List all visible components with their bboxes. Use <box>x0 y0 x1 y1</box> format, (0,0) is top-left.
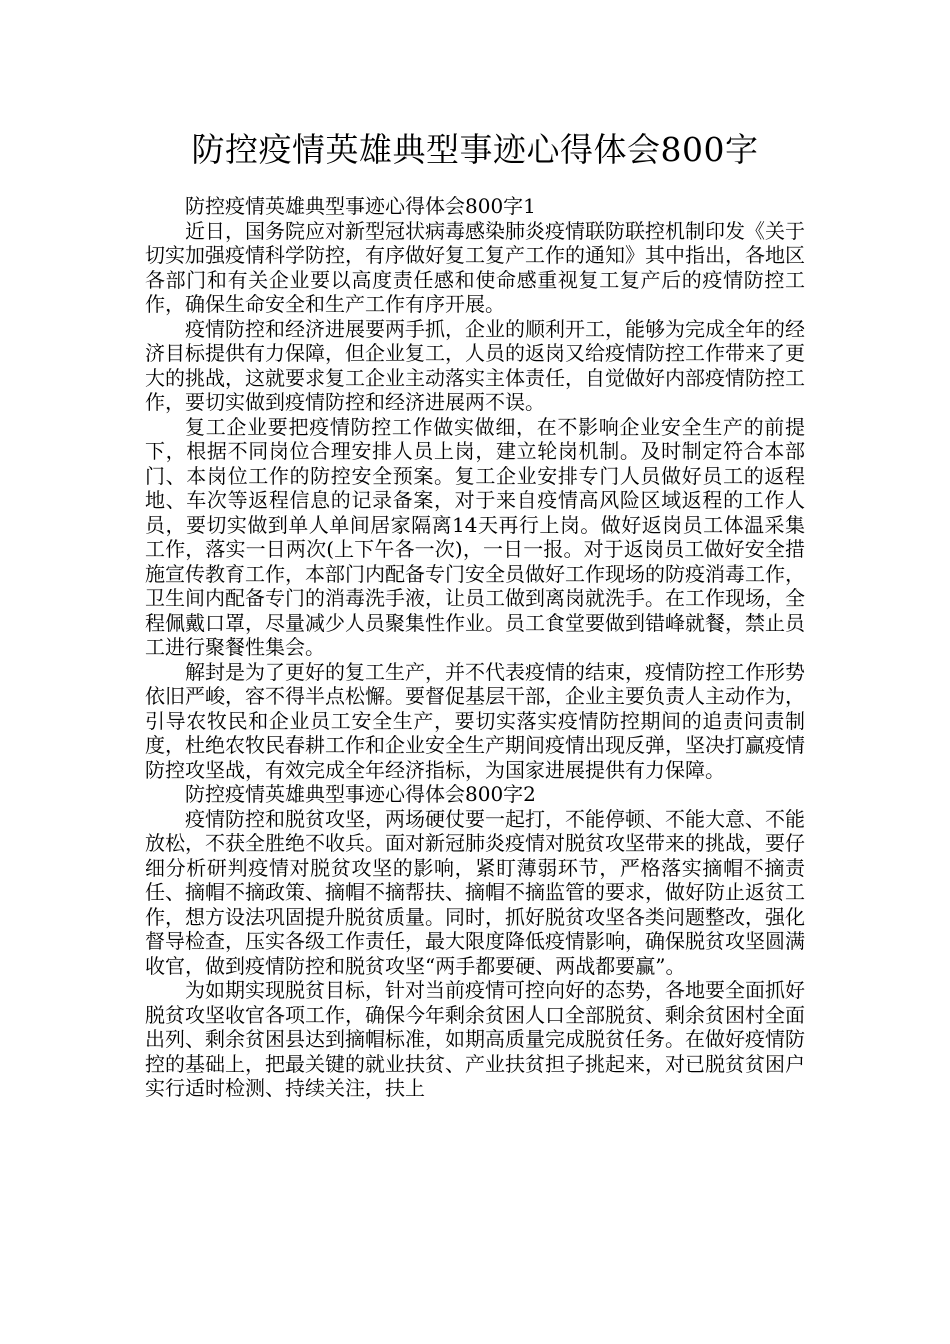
paragraph: 为如期实现脱贫目标，针对当前疫情可控向好的态势，各地要全面抓好脱贫攻坚收官各项工作，确保今年剩余贫困人口全部脱贫、剩余贫困村全面出列、剩余贫困县达到摘帽标准，如期高质量完成脱贫任务。在做好疫情防控的基础上，把最关键的就业扶贫、产业扶贫担子挑起来，对已脱贫贫困户实行适时检测、持续关注，扶上 <box>145 978 805 1100</box>
paragraph: 复工企业要把疫情防控工作做实做细，在不影响企业安全生产的前提下，根据不同岗位合理安排人员上岗，建立轮岗机制。及时制定符合本部门、本岗位工作的防控安全预案。复工企业安排专门人员做好员工的返程地、车次等返程信息的记录备案，对于来自疫情高风险区域返程的工作人员，要切实做到单人单间居家隔离14天再行上岗。做好返岗员工体温采集工作，落实一日两次(上下午各一次)，一日一报。对于返岗员工做好安全措施宣传教育工作，本部门内配备专门安全员做好工作现场的防疫消毒工作，卫生间内配备专门的消毒洗手液，让员工做到离岗就洗手。在工作现场，全程佩戴口罩，尽量减少人员聚集性作业。员工食堂要做到错峰就餐，禁止员工进行聚餐性集会。 <box>145 414 805 659</box>
document-page <box>145 128 805 1101</box>
section-heading-2: 防控疫情英雄典型事迹心得体会800字2 <box>185 782 536 806</box>
paragraph: 疫情防控和经济进展要两手抓，企业的顺利开工，能够为完成全年的经济目标提供有力保障，但企业复工，人员的返岗又给疫情防控工作带来了更大的挑战，这就要求复工企业主动落实主体责任，自觉做好内部疫情防控工作，要切实做到疫情防控和经济进展两不误。 <box>145 316 805 414</box>
document-title: 防控疫情英雄典型事迹心得体会800字 <box>191 130 759 169</box>
paragraph: 近日，国务院应对新型冠状病毒感染肺炎疫情联防联控机制印发《关于切实加强疫情科学防控，有序做好复工复产工作的通知》其中指出，各地区各部门和有关企业要以高度责任感和使命感重视复工复产后的疫情防控工作，确保生命安全和生产工作有序开展。 <box>145 218 805 316</box>
paragraph: 解封是为了更好的复工生产，并不代表疫情的结束，疫情防控工作形势依旧严峻，容不得半点松懈。要督促基层干部，企业主要负责人主动作为，引导农牧民和企业员工安全生产，要切实落实疫情防控期间的追责问责制度，杜绝农牧民春耕工作和企业安全生产期间疫情出现反弹，坚决打赢疫情防控攻坚战，有效完成全年经济指标，为国家进展提供有力保障。 <box>145 659 805 782</box>
section-heading-1: 防控疫情英雄典型事迹心得体会800字1 <box>185 194 536 218</box>
paragraph: 疫情防控和脱贫攻坚，两场硬仗要一起打，不能停顿、不能大意、不能放松，不获全胜绝不收兵。面对新冠肺炎疫情对脱贫攻坚带来的挑战，要仔细分析研判疫情对脱贫攻坚的影响，紧盯薄弱环节，严格落实摘帽不摘责任、摘帽不摘政策、摘帽不摘帮扶、摘帽不摘监管的要求，做好防止返贫工作，想方设法巩固提升脱贫质量。同时，抓好脱贫攻坚各类问题整改，强化督导检查，压实各级工作责任，最大限度降低疫情影响，确保脱贫攻坚圆满收官，做到疫情防控和脱贫攻坚“两手都要硬、两战都要赢”。 <box>145 806 805 978</box>
